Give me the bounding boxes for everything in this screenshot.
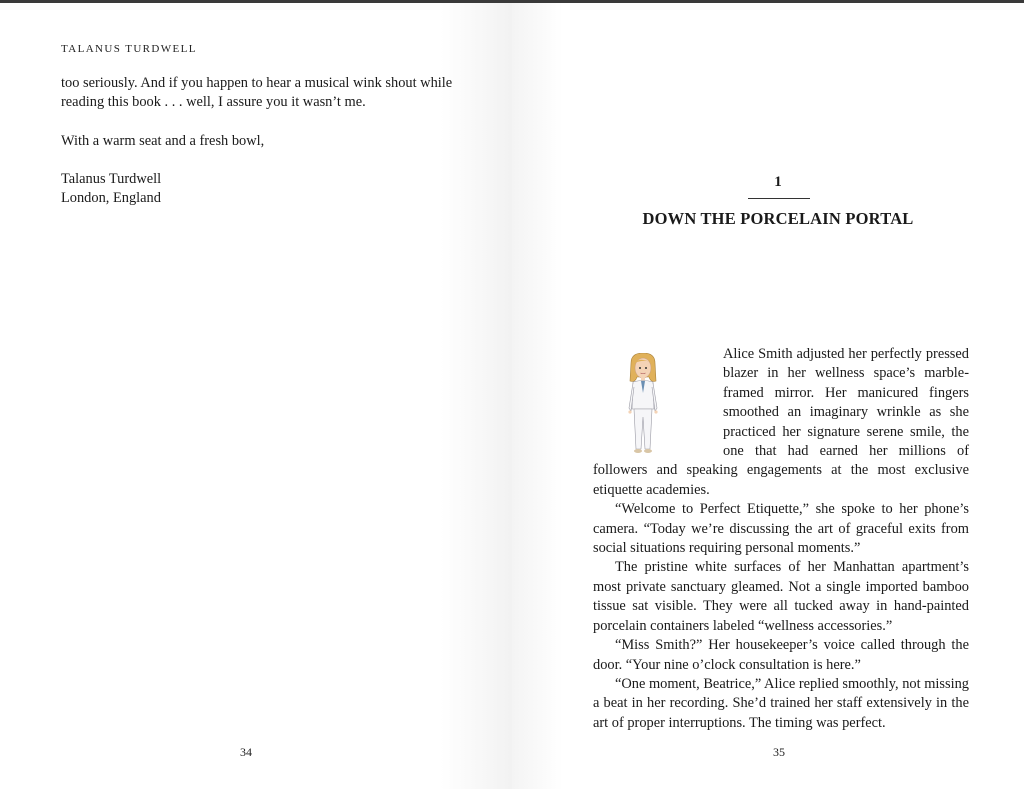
paragraph: “Welcome to Perfect Etiquette,” she spoke to her phone’s camera. “Today we’re discussing the art of graceful exits from social situations requiring personal moments.”: [593, 501, 969, 557]
signature-place: London, England: [61, 190, 161, 207]
paragraph: With a warm seat and a fresh bowl,: [61, 132, 265, 149]
character-illustration: [593, 345, 723, 461]
paragraph: Alice Smith adjusted her perfectly pressed blazer in her wellness space’s marble-framed mirror. Her manicured fingers smoothed an imaginary wrinkle as she practiced her signature serene smile, the one that had earned her millions of followers and speaking engagements at the most exclusive etiquette academies.: [593, 346, 969, 498]
book-spread: [0, 3, 1024, 789]
page-number: 35: [773, 745, 785, 759]
left-page: [0, 3, 512, 789]
right-page-text: [593, 345, 969, 733]
running-head: TALANUS TURDWELL: [61, 43, 197, 55]
chapter-number: 1: [774, 174, 782, 190]
paragraph: The pristine white surfaces of her Manhattan apartment’s most private sanctuary gleamed. Not a single imported bamboo tissue sat visible. They were all tucked away in hand-painted porcelain containers labeled “wellness accessories.”: [593, 559, 969, 634]
paragraph: “One moment, Beatrice,” Alice replied smoothly, not missing a beat in her recording. She’d trained her staff extensively in the art of proper interruptions. The timing was perfect.: [593, 675, 969, 731]
left-page-text: [61, 74, 461, 208]
chapter-title: DOWN THE PORCELAIN PORTAL: [642, 209, 914, 228]
right-page: [512, 3, 1024, 789]
woman-figure-icon: [625, 353, 661, 457]
paragraph: too seriously. And if you happen to hear a musical wink shout while reading this book . . . well, I assure you it wasn’t me.: [61, 75, 453, 111]
paragraph: “Miss Smith?” Her housekeeper’s voice called through the door. “Your nine o’clock consultation is here.”: [593, 637, 969, 673]
signature-name: Talanus Turdwell: [61, 170, 162, 187]
chapter-divider: [748, 198, 810, 199]
page-number: 34: [240, 745, 252, 759]
